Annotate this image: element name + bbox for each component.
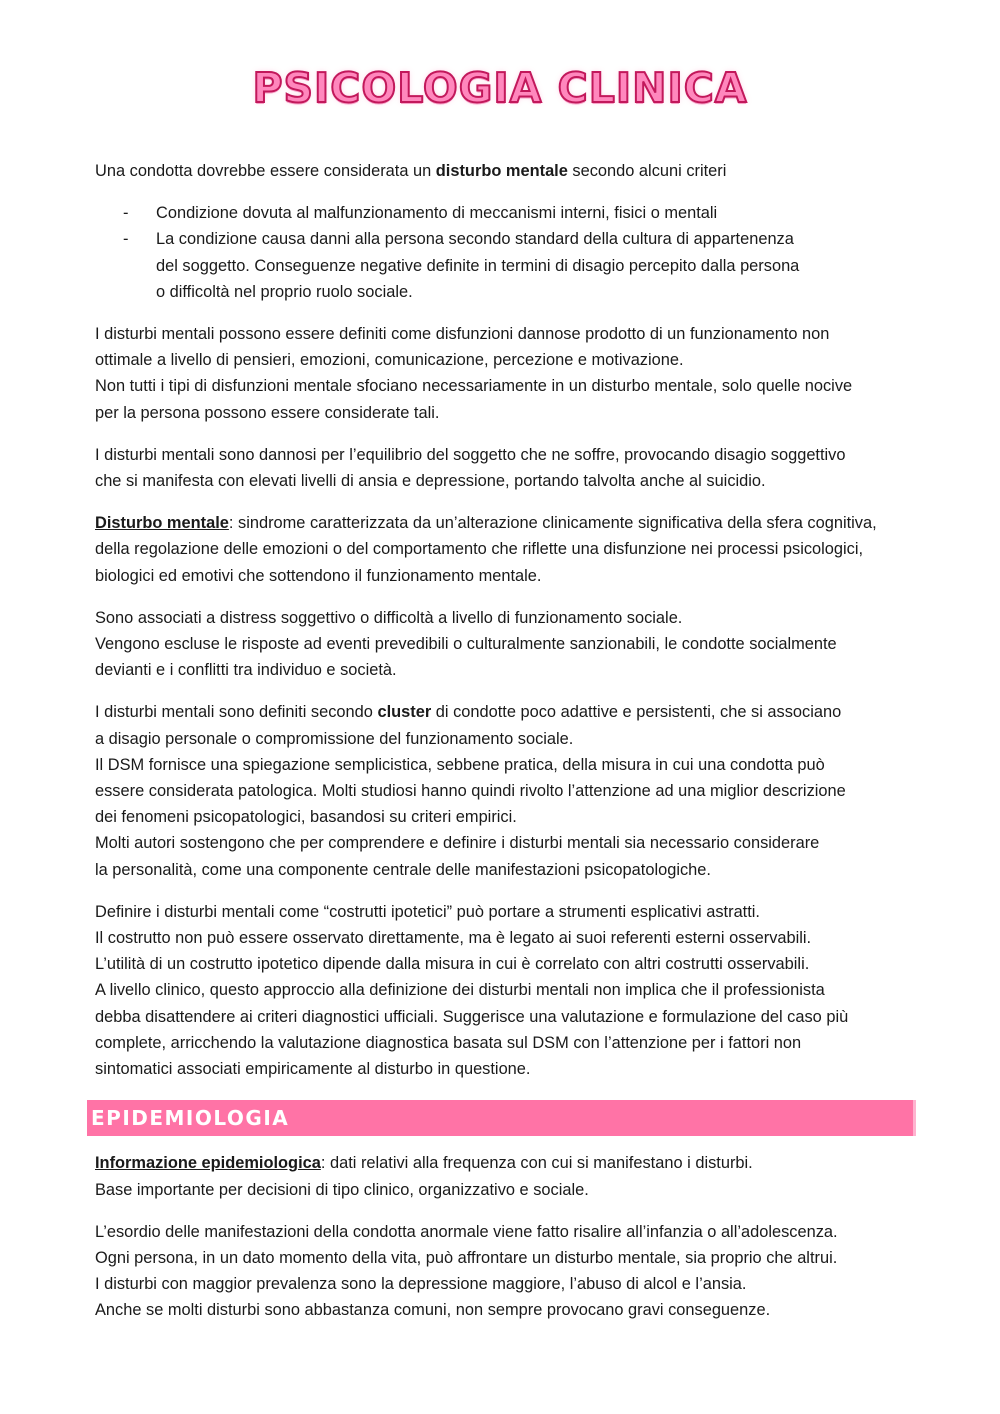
- document-body: [91, 158, 905, 1324]
- list-item: - Condizione dovuta al malfunzionamento di meccanismi interni, fisici o mentali: [123, 200, 905, 226]
- title-area: [95, 0, 905, 122]
- intro-bold-term: disturbo mentale: [435, 162, 568, 180]
- definition-term: Informazione epidemiologica: [95, 1154, 321, 1173]
- cluster-bold-term: cluster: [377, 703, 432, 722]
- paragraph-equilibrio: I disturbi mentali sono dannosi per l’equilibrio del soggetto che ne soffre, provocando disagio soggettivo che si manifesta con elevati livelli di ansia e depressione, portando talvolta anche al suicidio.: [95, 445, 846, 491]
- paragraph-cluster: I disturbi mentali sono definiti secondo cluster di condotte poco adattive e persistenti, che si associano a disagio personale o compromissione del funzionamento sociale. Il DSM fornisce una spiegazione semplicistica, sebbene pratica, della misura in cui una condotta può essere considerata patologica. Molti studiosi hanno quindi rivolto l’attenzione ad una miglior descrizione dei fenomeni psicopatologici, basandosi su criteri empirici. Molti autori sostengono che per comprendere e definire i disturbi mentali sia necessario considerare la personalità, come una componente centrale delle manifestazioni psicopatologiche.: [95, 703, 846, 879]
- section-header-epidemiologia: [87, 1100, 916, 1136]
- paragraph-disfunzioni: I disturbi mentali possono essere definiti come disfunzioni dannose prodotto di un funzionamento non ottimale a livello di pensieri, emozioni, comunicazione, percezione e motivazione. Non tutti i tipi di disfunzioni mentale sfociano necessariamente in un disturbo mentale, solo quelle nocive per la persona possono essere considerate tali.: [95, 325, 853, 422]
- paragraph-distress: Sono associati a distress soggettivo o difficoltà a livello di funzionamento sociale. Vengono escluse le risposte ad eventi prevedibili o culturalmente sanzionabili, le condotte socialmente devianti e i conflitti tra individuo e società.: [95, 608, 837, 680]
- criteria-list: [95, 200, 905, 305]
- intro-paragraph: Una condotta dovrebbe essere considerata un disturbo mentale secondo alcuni criteri: [95, 162, 727, 180]
- definition-term: Disturbo mentale: [95, 514, 229, 533]
- paragraph-costrutti: Definire i disturbi mentali come “costrutti ipotetici” può portare a strumenti esplicativi astratti. Il costrutto non può essere osservato direttamente, ma è legato ai suoi referenti esterni osservabili. L’utilità di un costrutto ipotetico dipende dalla misura in cui è correlato con altri costrutti osservabili. A livello clinico, questo approccio alla definizione dei disturbi mentali non implica che il professionista debba disattendere ai criteri diagnostici ufficiali. Suggerisce una valutazione e formulazione del caso più complete, arricchendo la valutazione diagnostica basata sul DSM con l’attenzione per i fattori non sintomatici associati empiricamente al disturbo in questione.: [95, 902, 849, 1079]
- definition-disturbo-mentale: Disturbo mentale: sindrome caratterizzata da un’alterazione clinicamente significativa della sfera cognitiva, della regolazione delle emozioni o del comportamento che riflette una disfunzione nei processi psicologici, biologici ed emotivi che sottendono il funzionamento mentale.: [95, 514, 877, 585]
- paragraph-esordio: L’esordio delle manifestazioni della condotta anormale viene fatto risalire all’infanzia o all’adolescenza. Ogni persona, in un dato momento della vita, può affrontare un disturbo mentale, sia proprio che altrui. I disturbi con maggior prevalenza sono la depressione maggiore, l’abuso di alcol e l’ansia. Anche se molti disturbi sono abbastanza comuni, non sempre provocano gravi conseguenze.: [95, 1222, 838, 1320]
- definition-informazione-epidemiologica: Informazione epidemiologica: dati relativi alla frequenza con cui si manifestano i disturbi. Base importante per decisioni di tipo clinico, organizzativo e sociale.: [95, 1154, 753, 1199]
- list-item: - La condizione causa danni alla persona secondo standard della cultura di appartenenza del soggetto. Conseguenze negative definite in termini di disagio percepito dalla persona o difficoltà nel proprio ruolo sociale.: [123, 226, 905, 305]
- section-title: EPIDEMIOLOGIA: [91, 1106, 290, 1131]
- page-title: PSICOLOGIA CLINICA: [252, 64, 748, 112]
